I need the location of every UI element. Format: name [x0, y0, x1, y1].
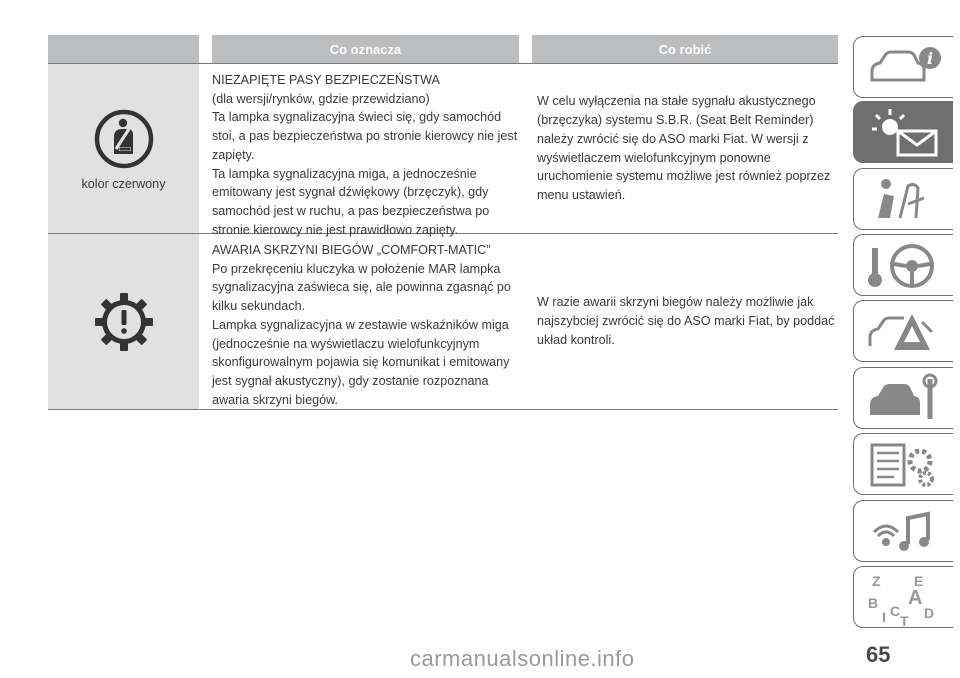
- action-cell: [519, 234, 838, 409]
- tab-warning-lights[interactable]: [853, 101, 953, 163]
- warning-lights-table: [48, 35, 838, 410]
- index-letter: T: [900, 613, 909, 628]
- page-number: 65: [866, 642, 891, 667]
- emergency-triangle-icon: [864, 306, 944, 358]
- tab-maintenance[interactable]: [853, 367, 953, 429]
- watermark: carmanualsonline.info: [410, 646, 635, 671]
- meaning-cell: [199, 234, 519, 409]
- tab-safety[interactable]: [853, 168, 953, 230]
- header-meaning: Co oznacza: [212, 35, 519, 63]
- meaning-text: AWARIA SKRZYNI BIEGÓW „COMFORT-MATIC” Po przekręceniu kluczyka w położenie MAR lampka sygnalizacyjna zaświeca się, ale powinna zgasnąć po kilku sekundach. Lampka sygnalizacyjna w zestawie wskaźników miga (jednocześnie na wyświetlaczu wielofunkcyjnym skonfigurowalnym pojawia się komunikat i emitowany jest sygnał akustyczny), gdy zostanie rozpoznana awaria skrzyni biegów.: [212, 243, 511, 407]
- action-text: W razie awarii skrzyni biegów należy możliwie jak najszybciej zwrócić się do ASO marki Fiat, by poddać układ kontroli.: [537, 295, 835, 347]
- warning-lights-message-icon: [864, 107, 944, 159]
- index-letter: Z: [872, 573, 881, 589]
- seat-airbag-icon: [864, 174, 944, 226]
- index-letter: I: [882, 609, 886, 625]
- meaning-text: NIEZAPIĘTE PASY BEZPIECZEŃSTWA (dla wersji/rynków, gdzie przewidziano) Ta lampka sygnalizacyjna świeci się, gdy samochód stoi, a pas bezpieczeństwa po stronie kierowcy nie jest zapięty. Ta lampka sygnalizacyjna miga, a jednocześnie emitowany jest sygnał dźwiękowy (brzęczyk), gdy samochód jest w ruchu, a pas bezpieczeństwa po stronie kierowcy nie jest prawidłowo zapięty.: [212, 73, 518, 237]
- tab-starting-driving[interactable]: [853, 234, 953, 296]
- index-letter: B: [868, 595, 879, 611]
- alphabetical-index-icon: [864, 572, 944, 628]
- gearbox-fault-icon: [92, 290, 156, 354]
- table-row: [48, 63, 838, 237]
- tab-emergency[interactable]: [853, 300, 953, 362]
- svg-text:i: i: [926, 49, 934, 68]
- index-letter: E: [914, 573, 924, 589]
- index-letter: A: [908, 587, 923, 609]
- action-text: W celu wyłączenia na stałe sygnału akustycznego (brzęczyka) systemu S.B.R. (Seat Belt Reminder) należy zwrócić się do ASO marki Fiat. W wersji z wyświetlaczem wielofunkcyjnym ponowne uruchomienie systemu możliwe jest również poprzez menu ustawień.: [537, 94, 831, 202]
- table-row: [48, 234, 838, 410]
- seatbelt-warning-icon: [92, 107, 156, 171]
- index-letter: C: [890, 603, 901, 619]
- tab-technical-data[interactable]: [853, 433, 953, 495]
- icon-cell: [48, 64, 199, 233]
- tab-car-info[interactable]: [853, 36, 953, 98]
- car-info-icon: [864, 42, 944, 94]
- meaning-cell: [199, 64, 519, 237]
- car-maintenance-icon: [864, 373, 944, 425]
- tab-index[interactable]: [853, 566, 953, 628]
- tab-multimedia[interactable]: [853, 500, 953, 562]
- color-label: kolor czerwony: [81, 176, 166, 191]
- key-steering-wheel-icon: [864, 240, 944, 292]
- header-action: Co robić: [532, 35, 838, 63]
- multimedia-icon: [864, 506, 944, 558]
- index-letter: D: [924, 605, 935, 621]
- action-cell: [519, 64, 838, 233]
- header-blank-cell: [48, 35, 199, 63]
- icon-cell: [48, 234, 199, 409]
- table-header: [48, 35, 838, 63]
- technical-specs-icon: [864, 439, 944, 491]
